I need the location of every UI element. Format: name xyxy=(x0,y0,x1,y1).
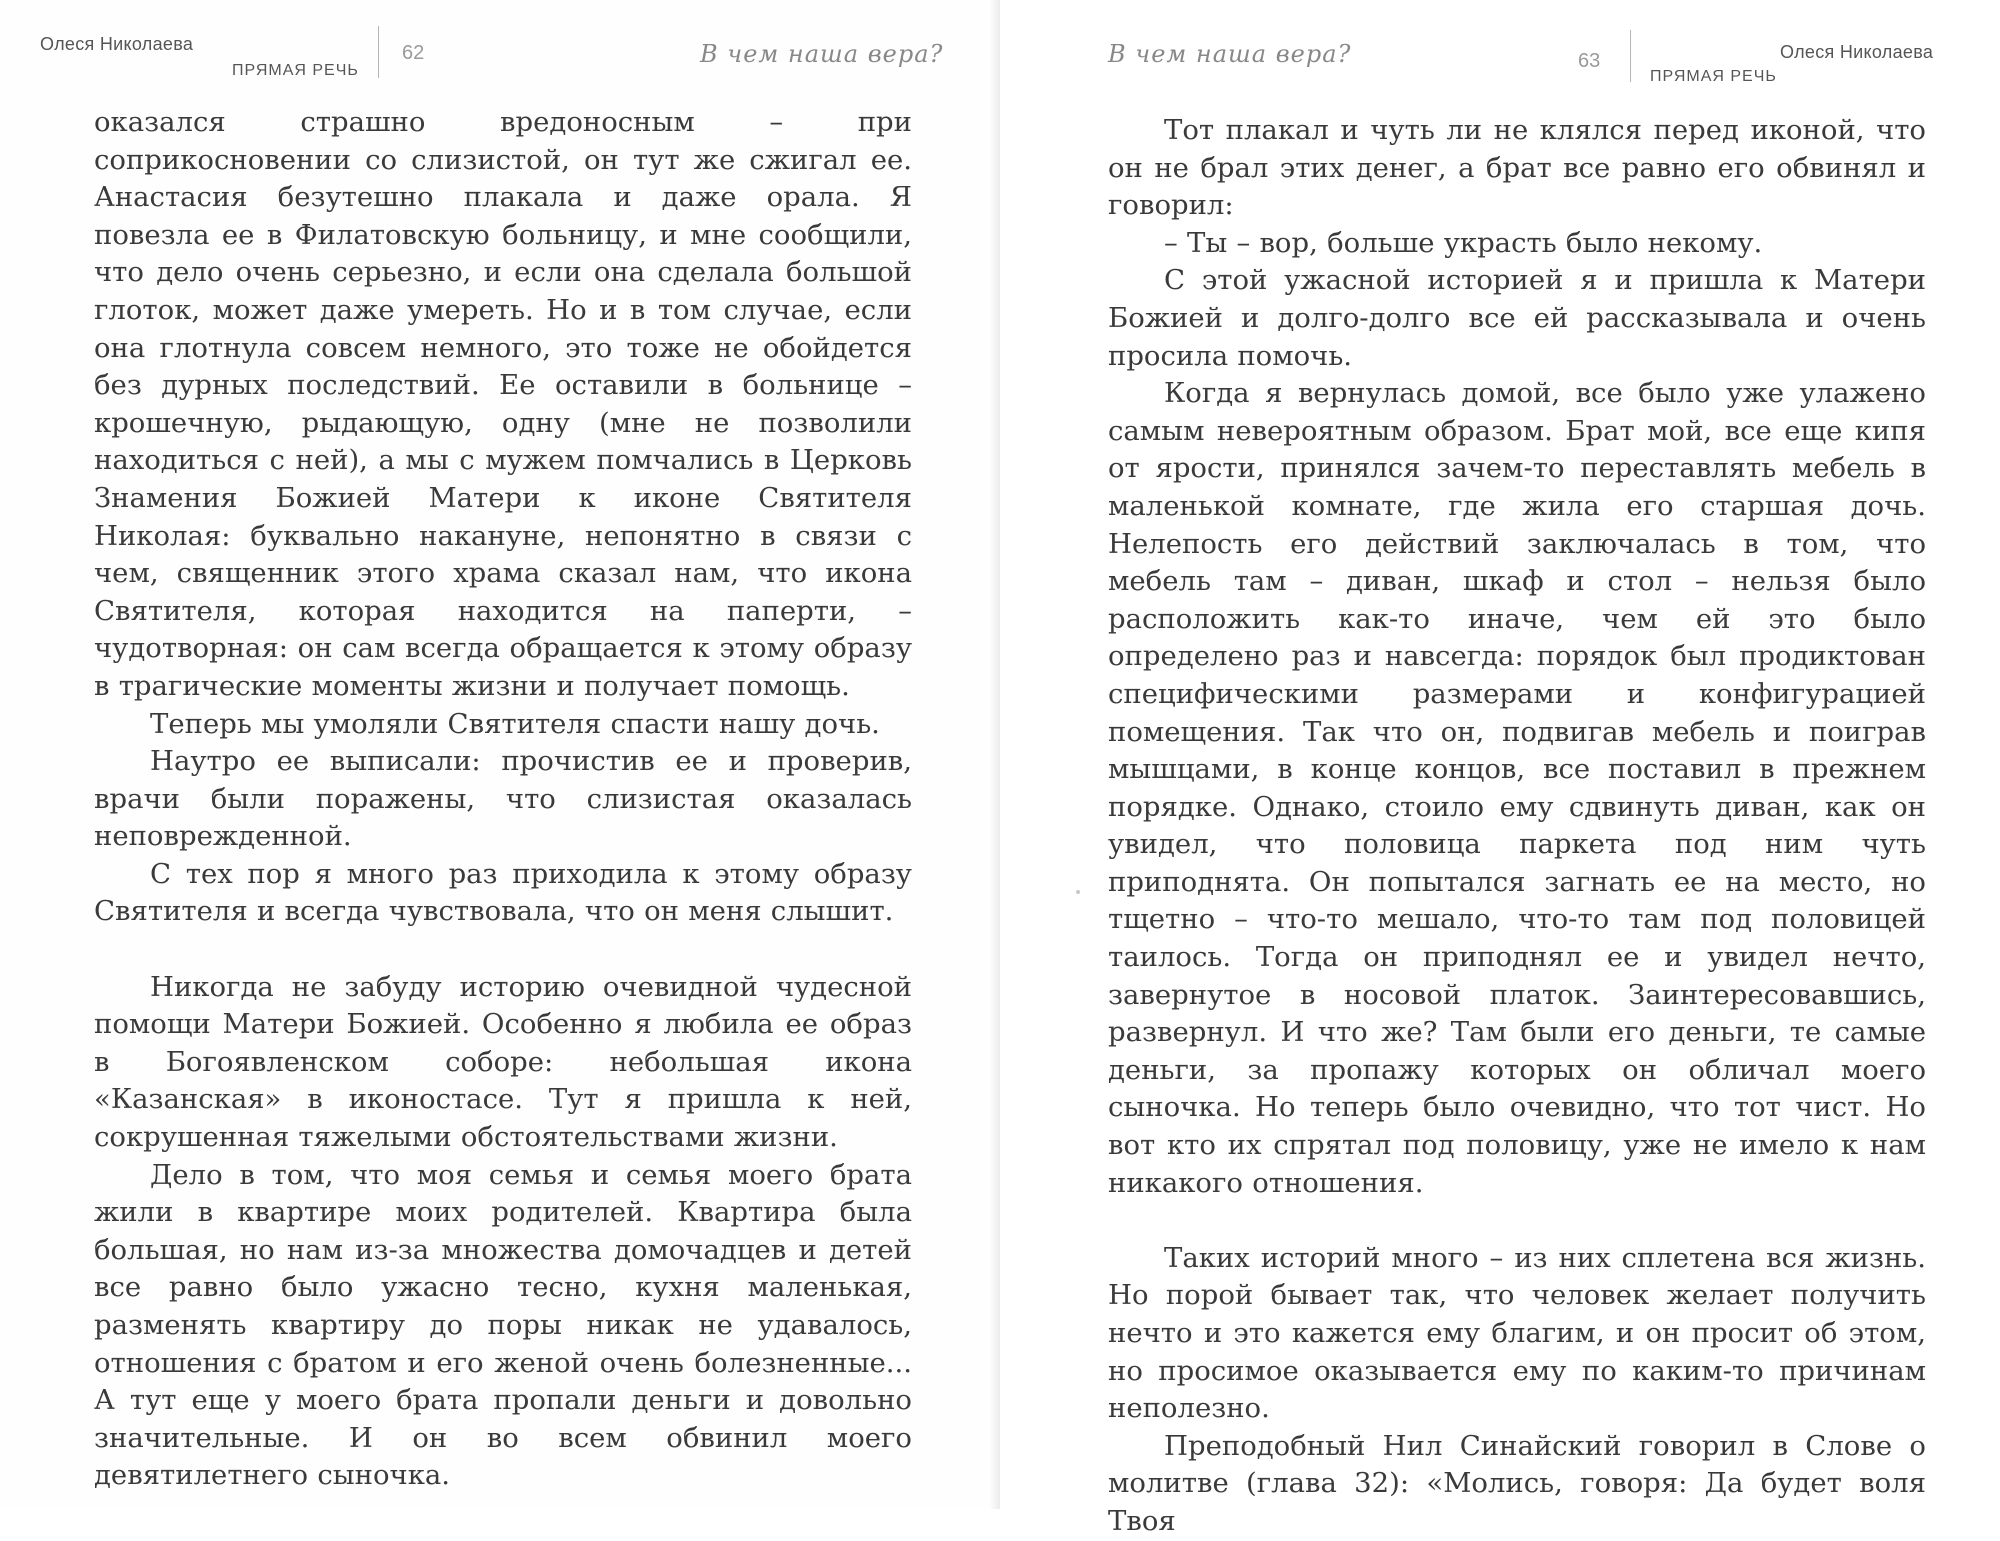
paragraph: Теперь мы умоляли Святителя спасти нашу дочь. xyxy=(150,707,880,740)
paragraph: – Ты – вор, больше украсть было некому. xyxy=(1164,226,1763,259)
paragraph: Наутро ее выписали: прочистив ее и проверив, врачи были поражены, что слизистая оказалась неповрежденной. xyxy=(94,745,912,853)
paragraph: оказался страшно вредоносным – при соприкосновении со слизистой, он тут же сжигал ее. Анастасия безутешно плакала и даже орала. Я повезла ее в Филатовскую больницу, и мне сообщили, что дело очень серьезно, и если она сделала большой глоток, может даже умереть. Но и в том случае, если она глотнула совсем немного, это тоже не обойдется без дурных последствий. Ее оставили в больнице – крошечную, рыдающую, одну (мне не позволили находиться с ней), а мы с мужем помчались в Церковь Знамения Божией Матери к иконе Святителя Николая: буквально накануне, непонятно в связи с чем, священник этого храма сказал нам, что икона Святителя, которая находится на паперти, – чудотворная: он сам всегда обращается к этому образу в трагические моменты жизни и получает помощь. xyxy=(94,106,912,702)
left-page-number: 62 xyxy=(402,42,425,64)
paragraph: С тех пор я много раз приходила к этому образу Святителя и всегда чувствовала, что он меня слышит. xyxy=(94,857,912,928)
paragraph: Когда я вернулась домой, все было уже улажено самым невероятным образом. Брат мой, все еще кипя от ярости, принялся зачем-то переставлять мебель в маленькой комнате, где жила его старшая дочь. Нелепость его действий заключалась в том, что мебель там – диван, шкаф и стол – нельзя было расположить как-то иначе, чем ей это было определено раз и навсегда: порядок был продиктован специфическими размерами и конфигурацией помещения. Так что он, подвигав мебель и поиграв мышцами, в конце концов, все поставил в прежнем порядке. Однако, стоило ему сдвинуть диван, как он увидел, что половица паркета под ним чуть приподнята. Он попытался загнать ее на место, но тщетно – что-то мешало, что-то там под половицей таилось. Тогда он приподнял ее и увидел нечто, завернутое в носовой платок. Заинтересовавшись, развернул. И что же? Там были его деньги, те самые деньги, за пропажу которых он обличал моего сыночка. Но теперь было очевидно, что тот чист. Но вот кто их спрятал под половицу, уже не имело к нам никакого отношения. xyxy=(1108,377,1926,1199)
right-header-author: Олеся Николаева xyxy=(1780,42,1934,62)
left-body-text xyxy=(94,104,912,1495)
paragraph: Никогда не забуду историю очевидной чудесной помощи Матери Божией. Особенно я любила ее образ в Богоявленском соборе: небольшая икона «Казанская» в иконостасе. Тут я пришла к ней, сокрушенная тяжелыми обстоятельствами жизни. xyxy=(94,970,912,1154)
left-page xyxy=(0,0,1000,1509)
paragraph: Тот плакал и чуть ли не клялся перед иконой, что он не брал этих денег, а брат все равно его обвинял и говорил: xyxy=(1108,114,1926,222)
paragraph: Преподобный Нил Синайский говорил в Слове о молитве (глава 32): «Молись, говоря: Да будет воля Твоя xyxy=(1108,1429,1926,1537)
right-header-series: ПРЯМАЯ РЕЧЬ xyxy=(1650,68,1777,85)
left-header-series: ПРЯМАЯ РЕЧЬ xyxy=(232,62,359,79)
right-body-text xyxy=(1108,112,1926,1541)
paper-speck xyxy=(1076,890,1080,894)
paragraph: Таких историй много – из них сплетена вся жизнь. Но порой бывает так, что человек желает получить нечто и это кажется ему благим, и он просит об этом, но просимое оказывается ему по каким-то причинам неполезно. xyxy=(1108,1241,1926,1425)
left-header-divider xyxy=(378,26,379,78)
right-header-divider xyxy=(1630,30,1631,82)
left-header-author: Олеся Николаева xyxy=(40,34,194,54)
left-running-title: В чем наша вера? xyxy=(700,40,944,68)
section-break xyxy=(1108,1202,1926,1240)
paragraph: С этой ужасной историей я и пришла к Матери Божией и долго-долго все ей рассказывала и очень просила помочь. xyxy=(1108,264,1926,372)
right-page xyxy=(1000,0,2000,1537)
right-running-title: В чем наша вера? xyxy=(1108,40,1352,68)
paragraph: Дело в том, что моя семья и семья моего брата жили в квартире моих родителей. Квартира была большая, но нам из-за множества домочадцев и детей все равно было ужасно тесно, кухня маленькая, разменять квартиру до поры никак не удавалось, отношения с братом и его женой очень болезненные... А тут еще у моего брата пропали деньги и довольно значительные. И он во всем обвинил моего девятилетнего сыночка. xyxy=(94,1158,912,1492)
section-break xyxy=(94,931,912,969)
right-page-number: 63 xyxy=(1578,50,1601,72)
